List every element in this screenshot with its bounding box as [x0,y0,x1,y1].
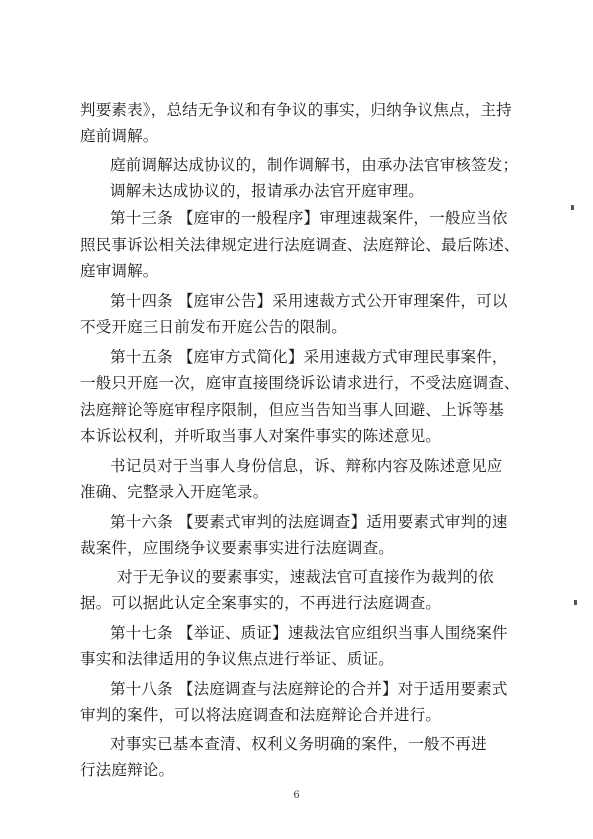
text-line: 第十六条 【要素式审判的法庭调查】适用要素式审判的速 [110,513,508,531]
text-line: 第十四条 【庭审公告】采用速裁方式公开审理案件，可以 [110,292,508,310]
text-line: 判要素表》，总结无争议和有争议的事实，归纳争议焦点，主持 [80,101,512,119]
text-line: 法庭辩论等庭审程序限制，但应当告知当事人回避、上诉等基 [80,401,504,419]
scan-mark [574,600,577,605]
text-line: 对于无争议的要素事实，速裁法官可直接作为裁判的依 [117,568,494,586]
text-line: 第十五条 【庭审方式简化】采用速裁方式审理民事案件， [110,348,508,366]
text-line: 一般只开庭一次，庭审直接围绕诉讼请求进行，不受法庭调查、 [80,374,520,392]
text-line: 第十七条 【举证、质证】速裁法官应组织当事人围绕案件 [110,624,508,642]
text-line: 庭审调解。 [80,262,159,280]
scan-mark [571,205,574,210]
text-line: 不受开庭三日前发布开庭公告的限制。 [80,318,347,336]
text-line: 照民事诉讼相关法律规定进行法庭调查、法庭辩论、最后陈述、 [80,236,520,254]
text-line: 调解未达成协议的，报请承办法官开庭审理。 [110,182,425,200]
text-line: 行法庭辩论。 [80,761,175,779]
page-number: 6 [293,790,300,801]
text-line: 第十三条 【庭审的一般程序】审理速裁案件，一般应当依 [110,209,508,227]
text-line: 据。可以据此认定全案事实的，不再进行法庭调查。 [80,594,442,612]
text-line: 对事实已基本查清、权利义务明确的案件，一般不再进 [110,735,487,753]
text-line: 庭前调解达成协议的，制作调解书，由承办法官审核签发； [110,156,519,174]
text-line: 裁案件，应围绕争议要素事实进行法庭调查。 [80,539,395,557]
text-line: 事实和法律适用的争议焦点进行举证、质证。 [80,650,395,668]
text-line: 审判的案件，可以将法庭调查和法庭辩论合并进行。 [80,706,442,724]
text-line: 本诉讼权利，并听取当事人对案件事实的陈述意见。 [80,427,442,445]
text-line: 庭前调解。 [80,127,159,145]
text-line: 书记员对于当事人身份信息，诉、辩称内容及陈述意见应 [110,457,503,475]
text-line: 第十八条 【法庭调查与法庭辩论的合并】对于适用要素式 [110,680,508,698]
text-line: 准确、完整录入开庭笔录。 [80,483,269,501]
